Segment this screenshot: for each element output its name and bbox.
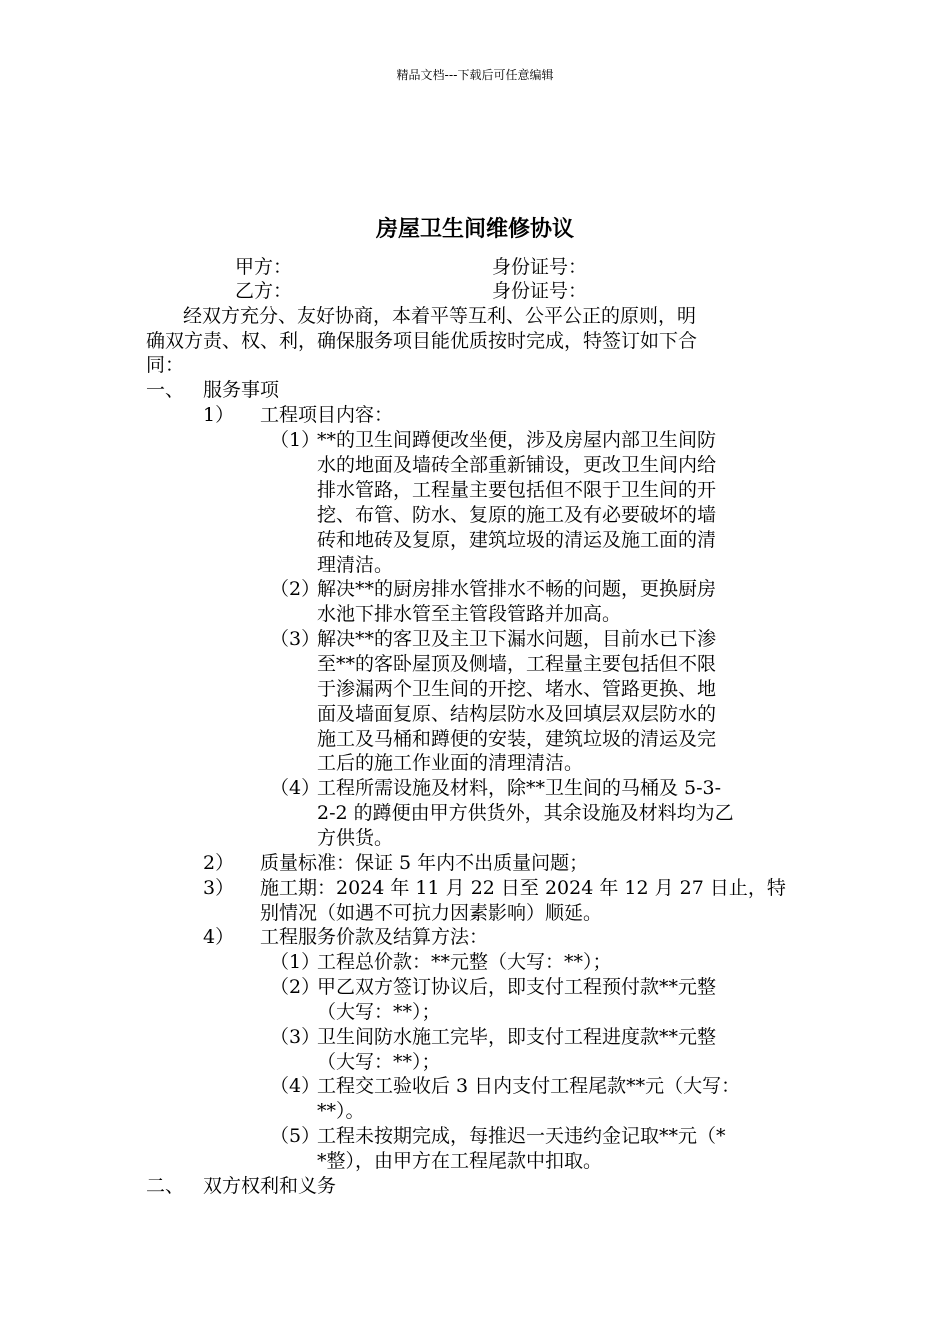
payment-2-line: 甲乙双方签订协议后，即支付工程预付款**元整 xyxy=(317,976,717,998)
item-3-line: 施工期：2024 年 11 月 22 日至 2024 年 12 月 27 日止，特 xyxy=(260,877,786,899)
sub-item-2-line: 水池下排水管至主管段管路并加高。 xyxy=(317,603,622,625)
section-2-number: 二、 xyxy=(146,1175,185,1197)
payment-3-line: 卫生间防水施工完毕，即支付工程进度款**元整 xyxy=(317,1026,717,1048)
sub-item-3-number: （3） xyxy=(270,628,321,650)
item-4-text: 工程服务价款及结算方法： xyxy=(260,926,489,948)
sub-item-1-line: 排水管路，工程量主要包括但不限于卫生间的开 xyxy=(317,479,717,501)
payment-2-number: （2） xyxy=(270,976,321,998)
party-a-label: 甲方： xyxy=(235,256,293,278)
sub-item-1-line: 水的地面及墙砖全部重新铺设，更改卫生间内给 xyxy=(317,454,717,476)
item-2-text: 质量标准：保证 5 年内不出质量问题； xyxy=(260,852,589,874)
payment-4-line: 工程交工验收后 3 日内支付工程尾款**元（大写： xyxy=(317,1075,741,1097)
item-3-line: 别情况（如遇不可抗力因素影响）顺延。 xyxy=(260,902,603,924)
section-1-number: 一、 xyxy=(146,379,185,401)
sub-item-3-line: 施工及马桶和蹲便的安装，建筑垃圾的清运及完 xyxy=(317,728,717,750)
sub-item-4-number: （4） xyxy=(270,777,321,799)
payment-5-number: （5） xyxy=(270,1125,321,1147)
document-title: 房屋卫生间维修协议 xyxy=(375,217,574,242)
payment-2-line: （大写：**）； xyxy=(317,1001,441,1023)
sub-item-4-line: 2-2 的蹲便由甲方供货外，其余设施及材料均为乙 xyxy=(317,802,734,824)
sub-item-3-line: 至**的客卧屋顶及侧墙，工程量主要包括但不限 xyxy=(317,653,717,675)
payment-4-number: （4） xyxy=(270,1075,321,1097)
intro-line: 经双方充分、友好协商，本着平等互利、公平公正的原则，明 xyxy=(183,305,697,327)
intro-line: 同： xyxy=(146,354,185,376)
payment-3-number: （3） xyxy=(270,1026,321,1048)
page-header: 精品文档---下载后可任意编辑 xyxy=(396,68,554,82)
sub-item-4-line: 工程所需设施及材料，除**卫生间的马桶及 5-3- xyxy=(317,777,722,799)
item-1-text: 工程项目内容： xyxy=(260,404,394,426)
payment-3-line: （大写：**）； xyxy=(317,1051,441,1073)
sub-item-3-line: 面及墙面复原、结构层防水及回填层双层防水的 xyxy=(317,703,717,725)
sub-item-1-number: （1） xyxy=(270,429,321,451)
sub-item-3-line: 解决**的客卫及主卫下漏水问题，目前水已下渗 xyxy=(317,628,717,650)
section-2-title: 双方权利和义务 xyxy=(203,1175,337,1197)
party-b-id-label: 身份证号： xyxy=(492,280,588,302)
payment-5-line: 工程未按期完成，每推迟一天违约金记取**元（* xyxy=(317,1125,726,1147)
sub-item-1-line: 砖和地砖及复原，建筑垃圾的清运及施工面的清 xyxy=(317,529,717,551)
item-1-number: 1） xyxy=(203,404,235,426)
sub-item-1-line: **的卫生间蹲便改坐便，涉及房屋内部卫生间防 xyxy=(317,429,717,451)
payment-1-line: 工程总价款：**元整（大写：**）； xyxy=(317,951,612,973)
sub-item-4-line: 方供货。 xyxy=(317,827,394,849)
sub-item-1-line: 理清洁。 xyxy=(317,554,394,576)
payment-1-number: （1） xyxy=(270,951,321,973)
item-3-number: 3） xyxy=(203,877,235,899)
party-b-label: 乙方： xyxy=(235,280,293,302)
sub-item-2-line: 解决**的厨房排水管排水不畅的问题，更换厨房 xyxy=(317,578,717,600)
sub-item-1-line: 挖、布管、防水、复原的施工及有必要破坏的墙 xyxy=(317,504,717,526)
section-1-title: 服务事项 xyxy=(203,379,280,401)
sub-item-3-line: 于渗漏两个卫生间的开挖、堵水、管路更换、地 xyxy=(317,678,717,700)
item-4-number: 4） xyxy=(203,926,235,948)
sub-item-3-line: 工后的施工作业面的清理清洁。 xyxy=(317,752,584,774)
payment-4-line: **）。 xyxy=(317,1100,365,1122)
party-a-id-label: 身份证号： xyxy=(492,256,588,278)
intro-line: 确双方责、权、利，确保服务项目能优质按时完成，特签订如下合 xyxy=(146,330,698,352)
item-2-number: 2） xyxy=(203,852,235,874)
payment-5-line: *整），由甲方在工程尾款中扣取。 xyxy=(317,1150,603,1172)
sub-item-2-number: （2） xyxy=(270,578,321,600)
